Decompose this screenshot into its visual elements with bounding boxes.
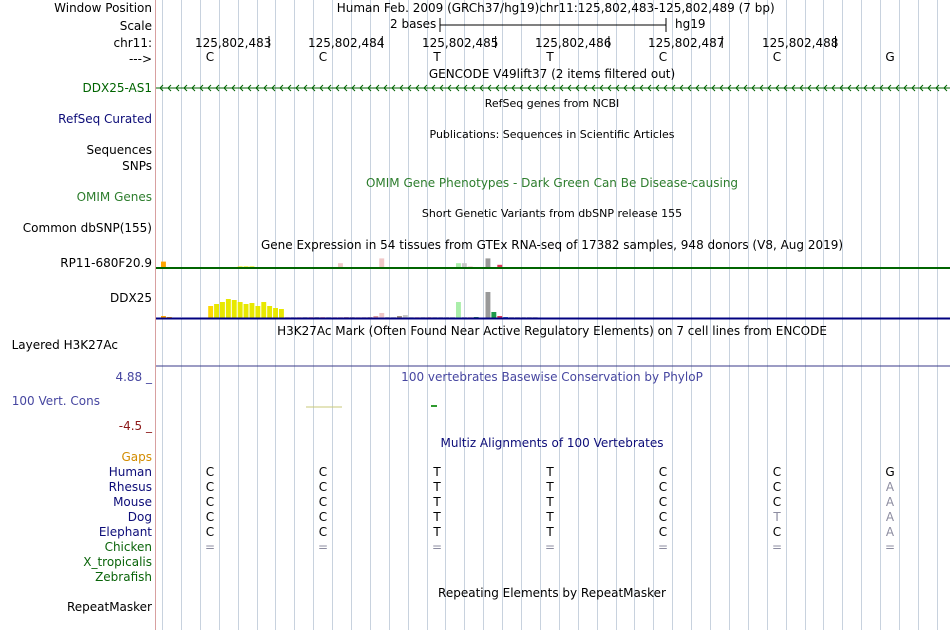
species-label[interactable]: Chicken <box>104 540 152 554</box>
aligned-base: C <box>658 465 668 479</box>
ruler-coordinate: 125,802,483 <box>195 36 272 50</box>
phylop-track-title[interactable]: 100 vertebrates Basewise Conservation by PhyloP <box>401 370 703 384</box>
species-label[interactable]: Dog <box>127 510 152 524</box>
aligned-base: C <box>318 525 328 539</box>
aligned-base: = <box>204 540 216 554</box>
aligned-base: T <box>546 510 554 524</box>
aligned-base: C <box>318 495 328 509</box>
aligned-base: T <box>433 480 441 494</box>
aligned-base: C <box>658 510 668 524</box>
ruler-coordinate: 125,802,484 <box>308 36 385 50</box>
ddx25-expression-bar <box>226 299 231 318</box>
ruler-coordinate: 125,802,488 <box>762 36 839 50</box>
ruler-base: T <box>433 50 441 64</box>
ruler-coordinate: 125,802,486 <box>535 36 612 50</box>
multiz-track-title[interactable]: Multiz Alignments of 100 Vertebrates <box>440 436 664 450</box>
aligned-base: T <box>546 495 554 509</box>
species-label[interactable]: Elephant <box>98 525 152 539</box>
aligned-base: T <box>773 510 781 524</box>
aligned-base: = <box>431 540 443 554</box>
aligned-base: T <box>546 525 554 539</box>
aligned-base: T <box>433 525 441 539</box>
ddx25-expression-bar <box>208 306 213 318</box>
aligned-base: C <box>205 510 215 524</box>
aligned-base: C <box>772 480 782 494</box>
ddx25-expression-bar <box>267 306 272 318</box>
aligned-base: C <box>772 525 782 539</box>
window-position-label: Window Position <box>54 1 152 15</box>
ddx25-expression-bar <box>273 308 278 318</box>
aligned-base: A <box>885 495 895 509</box>
ddx25-expression-bar <box>379 313 384 318</box>
ruler-base: C <box>318 50 328 64</box>
ddx25-expression-bar <box>232 300 237 318</box>
species-label[interactable]: Rhesus <box>108 480 152 494</box>
repeatmasker-track-title[interactable]: Repeating Elements by RepeatMasker <box>438 586 666 600</box>
gaps-label: Gaps <box>121 450 152 464</box>
aligned-base: C <box>205 525 215 539</box>
aligned-base: = <box>317 540 329 554</box>
layered-h3k27ac-label[interactable]: Layered H3K27Ac <box>11 338 118 352</box>
assembly-text[interactable]: Human Feb. 2009 (GRCh37/hg19) <box>336 1 540 15</box>
vert-cons-label[interactable]: 100 Vert. Cons <box>11 394 100 408</box>
h3k27ac-track-title[interactable]: H3K27Ac Mark (Often Found Near Active Regulatory Elements) on 7 cell lines from ENCODE <box>277 324 827 338</box>
ddx25-expression-bar <box>261 302 266 318</box>
snps-label[interactable]: SNPs <box>122 159 152 173</box>
ddx25-as1-label[interactable]: DDX25-AS1 <box>82 81 152 95</box>
ruler-coordinate: 125,802,487 <box>648 36 725 50</box>
aligned-base: C <box>318 465 328 479</box>
ddx25-expression-bar <box>491 312 496 318</box>
ddx25-label[interactable]: DDX25 <box>110 291 152 305</box>
ruler-coordinate: 125,802,485 <box>422 36 499 50</box>
scale-bar-text: 2 bases <box>390 17 437 31</box>
aligned-base: C <box>205 480 215 494</box>
aligned-base: C <box>772 495 782 509</box>
omim-genes-label[interactable]: OMIM Genes <box>76 190 152 204</box>
species-label[interactable]: Human <box>108 465 152 479</box>
rp11-expression-bar <box>379 258 384 268</box>
gencode-track-title[interactable]: GENCODE V49lift37 (2 items filtered out) <box>428 67 676 81</box>
refseq-track-title[interactable]: RefSeq genes from NCBI <box>484 97 620 110</box>
sequences-label[interactable]: Sequences <box>86 143 152 157</box>
ddx25-expression-bar <box>279 309 284 318</box>
aligned-base: T <box>546 465 554 479</box>
species-label[interactable]: Zebrafish <box>95 570 152 584</box>
aligned-base: C <box>658 495 668 509</box>
publications-track-title[interactable]: Publications: Sequences in Scientific Articles <box>429 128 675 141</box>
ruler-base: C <box>772 50 782 64</box>
ddx25-expression-bar <box>244 304 249 318</box>
ddx25-expression-bar <box>220 302 225 318</box>
species-label[interactable]: X_tropicalis <box>83 555 152 569</box>
rp11-expression-bar <box>486 258 491 268</box>
repeatmasker-label[interactable]: RepeatMasker <box>66 600 152 614</box>
ddx25-expression-bar <box>255 306 260 318</box>
scale-label: Scale <box>119 19 152 33</box>
aligned-base: C <box>772 465 782 479</box>
aligned-base: = <box>657 540 669 554</box>
aligned-base: T <box>546 480 554 494</box>
phylop-max-label: 4.88 _ <box>115 370 152 384</box>
gtex-track-title[interactable]: Gene Expression in 54 tissues from GTEx RNA-seq of 17382 samples, 948 donors (V8, Aug 2019) <box>260 238 844 252</box>
phylop-min-label: -4.5 _ <box>118 419 152 433</box>
aligned-base: C <box>318 480 328 494</box>
aligned-base: T <box>433 465 441 479</box>
aligned-base: C <box>318 510 328 524</box>
aligned-base: T <box>433 510 441 524</box>
aligned-base: = <box>544 540 556 554</box>
common-dbsnp-label[interactable]: Common dbSNP(155) <box>22 221 152 235</box>
aligned-base: C <box>205 495 215 509</box>
ruler-base: T <box>546 50 554 64</box>
ddx25-expression-bar <box>238 302 243 318</box>
refseq-curated-label[interactable]: RefSeq Curated <box>58 112 152 126</box>
aligned-base: C <box>658 525 668 539</box>
ddx25-expression-bar <box>486 292 491 318</box>
omim-track-title[interactable]: OMIM Gene Phenotypes - Dark Green Can Be Disease-causing <box>365 176 739 190</box>
aligned-base: A <box>885 510 895 524</box>
aligned-base: A <box>885 525 895 539</box>
strand-label: ---> <box>128 52 152 66</box>
species-label[interactable]: Mouse <box>113 495 152 509</box>
ruler-base: C <box>205 50 215 64</box>
ddx25-expression-bar <box>214 304 219 318</box>
aligned-base: C <box>205 465 215 479</box>
scale-assembly: hg19 <box>675 17 706 31</box>
aligned-base: A <box>885 480 895 494</box>
chrom-label: chr11: <box>113 36 152 50</box>
ddx25-expression-bar <box>456 302 461 318</box>
aligned-base: T <box>433 495 441 509</box>
dbsnp-track-title[interactable]: Short Genetic Variants from dbSNP release 155 <box>421 207 683 220</box>
position-text[interactable]: chr11:125,802,483-125,802,489 (7 bp) <box>539 1 775 15</box>
aligned-base: C <box>658 480 668 494</box>
ruler-base: C <box>658 50 668 64</box>
aligned-base: = <box>771 540 783 554</box>
aligned-base: G <box>885 465 895 479</box>
aligned-base: = <box>884 540 896 554</box>
rp11-680f20-9-label[interactable]: RP11-680F20.9 <box>60 256 152 270</box>
ddx25-expression-bar <box>250 303 255 318</box>
ruler-base: G <box>885 50 895 64</box>
